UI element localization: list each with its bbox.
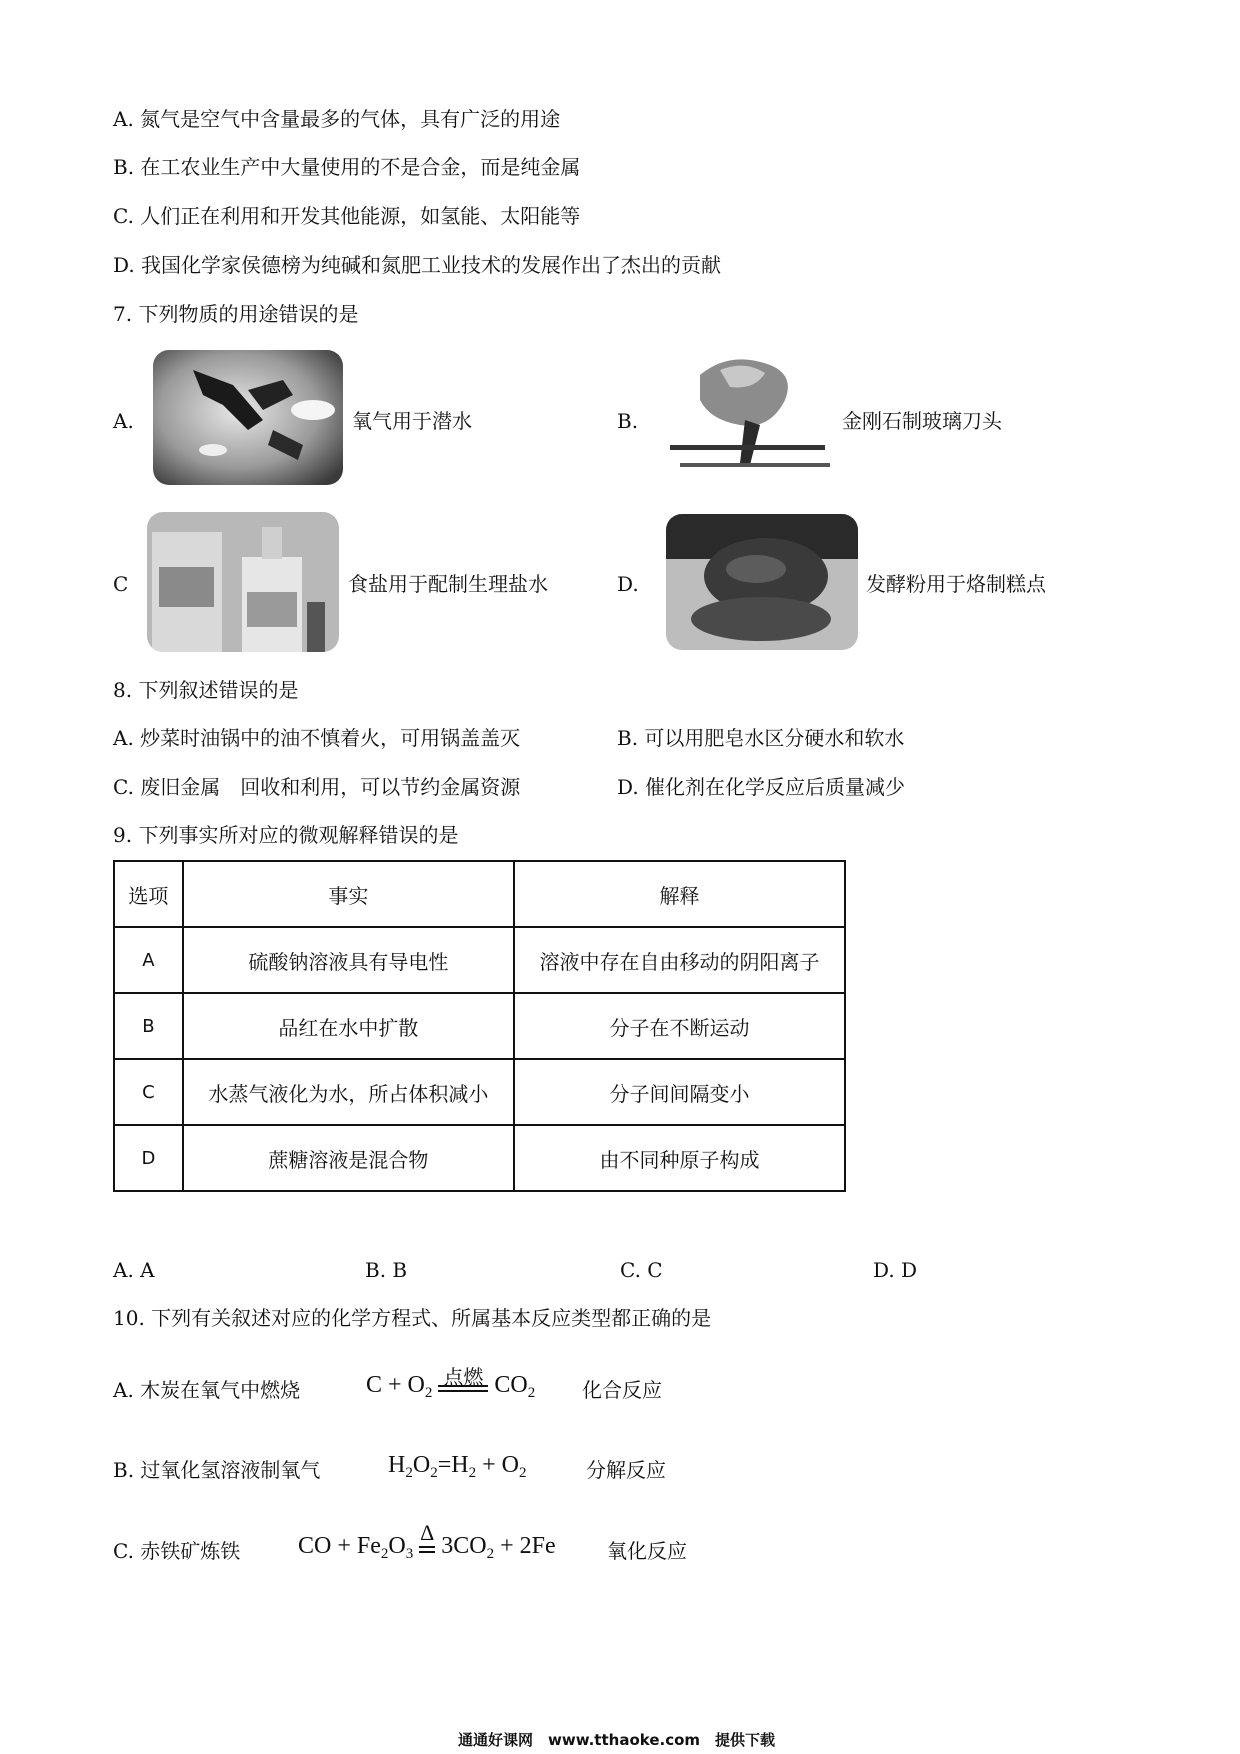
q8-stem: 8. 下列叙述错误的是 [113, 678, 299, 702]
q6-option-b: B. 在工农业生产中大量使用的不是合金，而是纯金属 [113, 155, 581, 179]
table-row [114, 927, 845, 993]
q9-answer-d: D. D [873, 1258, 918, 1282]
header-fact: 事实 [183, 861, 514, 927]
row-option: D [114, 1125, 183, 1191]
scuba-diver-photo [153, 350, 343, 485]
q6-option-c: C. 人们正在利用和开发其他能源，如氢能、太阳能等 [113, 204, 581, 228]
q7-option-b-letter: B. [617, 409, 639, 433]
q7-option-b-text: 金刚石制玻璃刀头 [842, 409, 1002, 433]
q10-option-a-label: A. 木炭在氧气中燃烧 [113, 1378, 301, 1402]
row-explanation: 由不同种原子构成 [514, 1125, 845, 1191]
row-fact: 品红在水中扩散 [183, 993, 514, 1059]
glass-cutter-photo [660, 345, 832, 490]
row-option: B [114, 993, 183, 1059]
header-option: 选项 [114, 861, 183, 927]
row-fact: 硫酸钠溶液具有导电性 [183, 927, 514, 993]
q7-option-c-text: 食盐用于配制生理盐水 [348, 572, 548, 596]
table-row [114, 993, 845, 1059]
reaction-condition: 点燃 [443, 1367, 484, 1389]
header-explanation: 解释 [514, 861, 845, 927]
row-explanation: 溶液中存在自由移动的阴阳离子 [514, 927, 845, 993]
row-explanation: 分子间间隔变小 [514, 1059, 845, 1125]
table-row [114, 1125, 845, 1191]
q10-option-c-type: 氧化反应 [607, 1539, 687, 1563]
reaction-condition-arrow [419, 1520, 435, 1553]
q10-option-c-equation: CO + $Fe_2O_3$ Δ $3CO_2 + 2Fe$ [298, 1520, 556, 1562]
q6-option-d: D. 我国化学家侯德榜为纯碱和氮肥工业技术的发展作出了杰出的贡献 [113, 253, 722, 277]
q9-stem: 9. 下列事实所对应的微观解释错误的是 [113, 823, 459, 847]
q9-answer-a: A. A [113, 1258, 155, 1282]
reaction-condition-arrow [438, 1367, 488, 1392]
row-explanation: 分子在不断运动 [514, 993, 845, 1059]
row-fact: 蔗糖溶液是混合物 [183, 1125, 514, 1191]
q8-option-c: C. 废旧金属 回收和利用，可以节约金属资源 [113, 775, 521, 799]
q8-option-a: A. 炒菜时油锅中的油不慎着火，可用锅盖盖灭 [113, 726, 521, 750]
q8-option-b: B. 可以用肥皂水区分硬水和软水 [617, 726, 905, 750]
footer-download-notice: 通通好课网 www.tthaoke.com 提供下载 [458, 1731, 776, 1749]
q10-option-a-equation: $C + O_2$ 点燃 $CO_2$ [366, 1372, 535, 1402]
q8-option-d: D. 催化剂在化学反应后质量减少 [617, 775, 906, 799]
saline-bottles-photo [147, 512, 339, 652]
q7-option-c-letter: C [113, 572, 129, 596]
q9-table [113, 860, 846, 1192]
q7-stem: 7. 下列物质的用途错误的是 [113, 302, 359, 326]
q10-option-b-equation: $H_2O_2=H_2 + O_2$ [388, 1452, 527, 1481]
q6-option-a: A. 氮气是空气中含量最多的气体，具有广泛的用途 [113, 107, 561, 131]
row-fact: 水蒸气液化为水，所占体积减小 [183, 1059, 514, 1125]
q7-option-a-letter: A. [113, 409, 134, 433]
steamed-cake-photo [666, 514, 858, 650]
row-option: C [114, 1059, 183, 1125]
table-header-row [114, 861, 845, 927]
q7-option-d-text: 发酵粉用于烙制糕点 [866, 572, 1046, 596]
row-option: A [114, 927, 183, 993]
q10-option-a-type: 化合反应 [582, 1378, 662, 1402]
q9-answer-b: B. B [365, 1258, 408, 1282]
q7-option-a-text: 氧气用于潜水 [352, 409, 472, 433]
table-row [114, 1059, 845, 1125]
q10-option-b-label: B. 过氧化氢溶液制氧气 [113, 1458, 321, 1482]
q9-answer-c: C. C [620, 1258, 663, 1282]
q7-option-d-letter: D. [617, 572, 639, 596]
q10-option-b-type: 分解反应 [586, 1458, 666, 1482]
q10-option-c-label: C. 赤铁矿炼铁 [113, 1539, 241, 1563]
reaction-condition: Δ [420, 1520, 435, 1545]
q10-stem: 10. 下列有关叙述对应的化学方程式、所属基本反应类型都正确的是 [113, 1306, 712, 1330]
